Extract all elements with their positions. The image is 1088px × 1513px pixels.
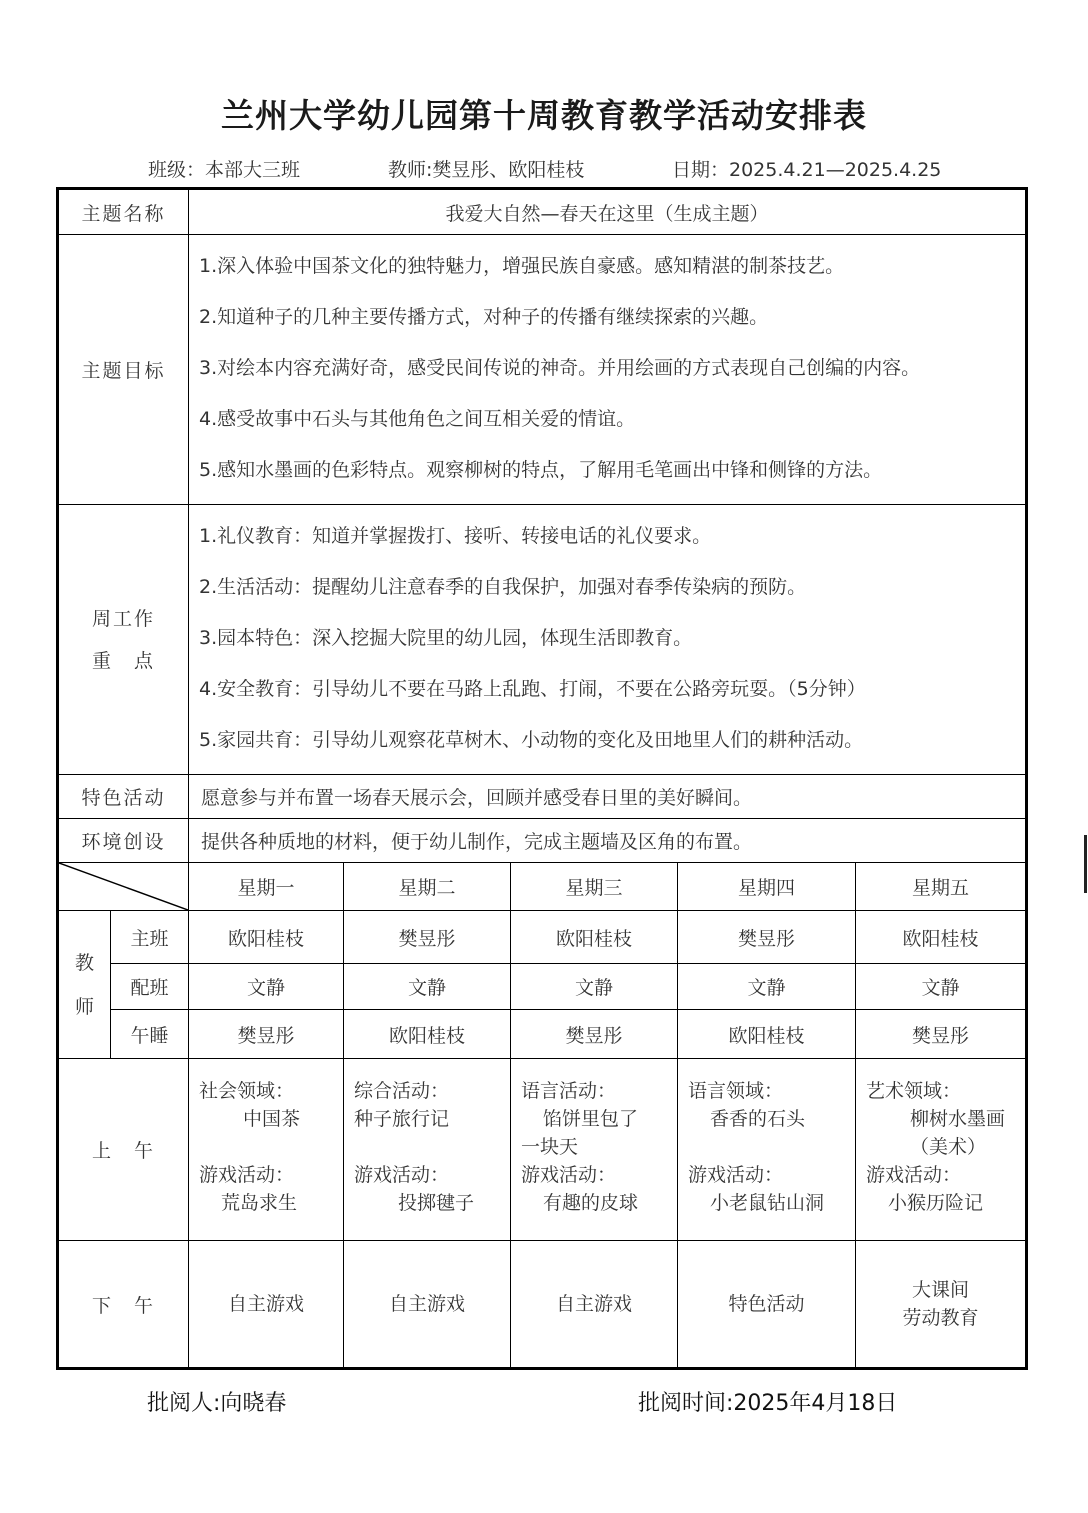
afternoon-activity: 劳动教育 [902,1307,979,1329]
activity-text: 馅饼里包了 [543,1108,639,1130]
focus-label [58,505,189,775]
morning-cell-thursday [678,1059,856,1241]
activity-text: 一块天 [521,1136,579,1158]
teacher-row-main [58,911,1027,964]
afternoon-activity: 自主游戏 [389,1293,466,1315]
focus-item: 3.园本特色：深入挖掘大院里的幼儿园，体现生活即教育。 [199,627,693,649]
morning-cell-friday [856,1059,1027,1241]
day-thursday: 星期四 [678,863,856,911]
teacher-name: 文静 [856,964,1027,1010]
focus-item: 4.安全教育：引导幼儿不要在马路上乱跑、打闹，不要在公路旁玩耍。（5分钟） [199,678,866,700]
teacher-name: 文静 [678,964,856,1010]
domain-text: 艺术领域： [866,1080,962,1102]
goal-item: 2.知道种子的几种主要传播方式，对种子的传播有继续探索的兴趣。 [199,306,769,328]
role-assist: 配班 [111,964,189,1010]
teacher-name: 欧阳桂枝 [856,911,1027,964]
game-text: 小老鼠钻山洞 [710,1192,825,1214]
teacher-name: 欧阳桂枝 [678,1010,856,1059]
game-text: 荒岛求生 [221,1192,298,1214]
focus-list [189,505,1027,775]
morning-cell-tuesday [344,1059,511,1241]
afternoon-row [58,1241,1027,1369]
teacher-name: 文静 [511,964,678,1010]
domain-text: 社会领域： [199,1080,295,1102]
special-value: 愿意参与并布置一场春天展示会，回顾并感受春日里的美好瞬间。 [189,775,1027,819]
day-header-row [58,863,1027,911]
teacher-name: 樊昱彤 [189,1010,344,1059]
afternoon-cell-friday [856,1241,1027,1369]
game-text: 投掷毽子 [398,1192,475,1214]
day-monday: 星期一 [189,863,344,911]
teacher-name: 樊昱彤 [856,1010,1027,1059]
afternoon-cell-monday [189,1241,344,1369]
goal-item: 1.深入体验中国茶文化的独特魅力，增强民族自豪感。感知精湛的制茶技艺。 [199,255,845,277]
activity-text: 柳树水墨画 [910,1108,1006,1130]
morning-cell-monday [189,1059,344,1241]
activity-text: （美术） [910,1136,987,1158]
schedule-table [56,187,1028,1370]
day-friday: 星期五 [856,863,1027,911]
environment-label: 环境创设 [58,819,189,863]
teacher-name: 樊昱彤 [511,1010,678,1059]
teacher-name: 樊昱彤 [678,911,856,964]
domain-text: 综合活动： [354,1080,450,1102]
focus-item: 5.家园共育：引导幼儿观察花草树木、小动物的变化及田地里人们的耕种活动。 [199,729,864,751]
afternoon-activity: 特色活动 [728,1293,805,1315]
goals-list [189,235,1027,505]
teacher-label-line1: 教 [74,951,94,974]
diagonal-header-cell [58,863,189,911]
afternoon-activity: 自主游戏 [228,1293,305,1315]
game-text: 小猴历险记 [888,1192,984,1214]
game-text: 有趣的皮球 [543,1192,639,1214]
focus-item: 1.礼仪教育：知道并掌握拨打、接听、转接电话的礼仪要求。 [199,525,712,547]
teacher-name: 欧阳桂枝 [511,911,678,964]
game-label: 游戏活动： [354,1164,450,1186]
afternoon-cell-tuesday [344,1241,511,1369]
theme-value: 我爱大自然—春天在这里（生成主题） [189,189,1027,235]
reviewer-text: 批阅人:向晓春 [147,1391,287,1416]
role-nap: 午睡 [111,1010,189,1059]
teacher-label-line2: 师 [74,995,94,1018]
afternoon-cell-wednesday [511,1241,678,1369]
afternoon-activity: 大课间 [912,1279,970,1301]
morning-cell-wednesday [511,1059,678,1241]
game-label: 游戏活动： [199,1164,295,1186]
morning-label: 上 午 [58,1059,189,1241]
domain-text: 语言领域： [688,1080,784,1102]
game-label: 游戏活动： [521,1164,617,1186]
day-wednesday: 星期三 [511,863,678,911]
activity-text: 香香的石头 [710,1108,806,1130]
date-info: 日期：2025.4.21—2025.4.25 [672,159,942,181]
goals-row [58,235,1027,505]
goal-item: 3.对绘本内容充满好奇，感受民间传说的神奇。并用绘画的方式表现自己创编的内容。 [199,357,921,379]
scrollbar-handle[interactable] [1084,835,1087,893]
diagonal-line [59,863,188,910]
teacher-name: 欧阳桂枝 [189,911,344,964]
teacher-row-nap [58,1010,1027,1059]
page-title: 兰州大学幼儿园第十周教育教学活动安排表 [221,96,867,135]
focus-item: 2.生活活动：提醒幼儿注意春季的自我保护，加强对春季传染病的预防。 [199,576,807,598]
teacher-info: 教师:樊昱彤、欧阳桂枝 [388,159,585,181]
day-tuesday: 星期二 [344,863,511,911]
teacher-name: 文静 [189,964,344,1010]
teacher-row-assist [58,964,1027,1010]
activity-text: 中国茶 [243,1108,301,1130]
afternoon-cell-thursday [678,1241,856,1369]
review-time-text: 批阅时间:2025年4月18日 [638,1391,898,1416]
game-label: 游戏活动： [688,1164,784,1186]
theme-row [58,189,1027,235]
goal-item: 4.感受故事中石头与其他角色之间互相关爱的情谊。 [199,408,636,430]
focus-row [58,505,1027,775]
domain-text: 语言活动： [521,1080,617,1102]
environment-value: 提供各种质地的材料，便于幼儿制作，完成主题墙及区角的布置。 [189,819,1027,863]
afternoon-label: 下 午 [58,1241,189,1369]
class-info: 班级：本部大三班 [148,159,301,181]
special-row [58,775,1027,819]
goals-label: 主题目标 [58,235,189,505]
teacher-name: 文静 [344,964,511,1010]
role-main: 主班 [111,911,189,964]
activity-text: 种子旅行记 [354,1108,450,1130]
goal-item: 5.感知水墨画的色彩特点。观察柳树的特点，了解用毛笔画出中锋和侧锋的方法。 [199,459,883,481]
morning-row [58,1059,1027,1241]
environment-row [58,819,1027,863]
teacher-name: 欧阳桂枝 [344,1010,511,1059]
teacher-name: 樊昱彤 [344,911,511,964]
game-label: 游戏活动： [866,1164,962,1186]
teacher-group-label [58,911,111,1059]
special-label: 特色活动 [58,775,189,819]
focus-label-line2: 重 点 [92,649,156,672]
theme-label: 主题名称 [58,189,189,235]
afternoon-activity: 自主游戏 [556,1293,633,1315]
focus-label-line1: 周工作 [92,607,156,630]
